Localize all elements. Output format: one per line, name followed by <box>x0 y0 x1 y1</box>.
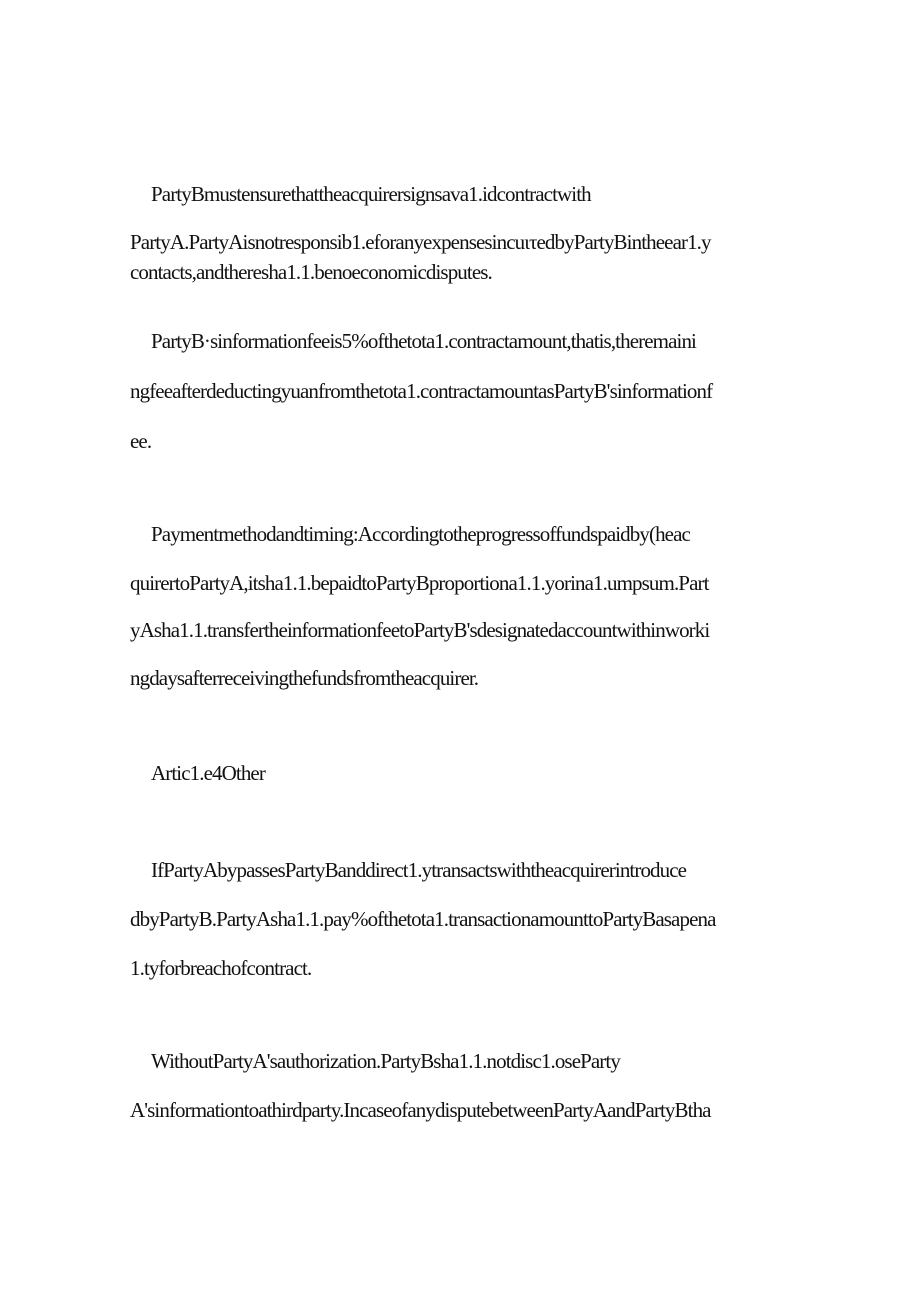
paragraph-4-line-2: dbyPartyB.PartyAsha1.1.pay%ofthetota1.transactionamounttoPartyBasapena <box>130 907 716 931</box>
article-heading: Artic1.e4Other <box>151 761 265 785</box>
paragraph-3-line-2: quirertoPartyA,itsha1.1.bepaidtoPartyBproportiona1.1.yorina1.umpsum.Part <box>130 571 709 595</box>
paragraph-3-line-1: Paymentmethodandtiming:Accordingtotheprogressoffundspaidby(heac <box>151 522 690 546</box>
paragraph-3-line-3: yAsha1.1.transfertheinformationfeetoPartyB'sdesignatedaccountwithinworki <box>130 618 710 642</box>
paragraph-2-line-2: ngfeeafterdeductingyuanfromthetota1.contractamountasPartyB'sinformationf <box>130 379 713 403</box>
paragraph-4-line-3: 1.tyforbreachofcontract. <box>130 956 312 980</box>
paragraph-3-line-4: ngdaysafterreceivingthefundsfromtheacquirer. <box>130 666 479 690</box>
paragraph-2-line-1: PartyB·sinformationfeeis5%ofthetota1.contractamount,thatis,theremaini <box>151 329 696 353</box>
paragraph-2-line-3: ee. <box>130 429 152 453</box>
paragraph-1-line-2: PartyA.PartyAisnotresponsib1.eforanyexpensesincuιτedbyPartyBintheear1.y <box>130 230 711 254</box>
paragraph-4-line-1: IfPartyAbypassesPartyBanddirect1.ytransactswiththeacquirerintroduce <box>151 858 687 882</box>
paragraph-1-line-1: PartyBmustensurethattheacquirersignsava1.idcontractwith <box>151 182 591 206</box>
paragraph-5-line-2: A'sinformationtoathirdparty.IncaseofanydisputebetweenPartyAandPartyBtha <box>130 1098 711 1122</box>
paragraph-5-line-1: WithoutPartyA'sauthorization.PartyBsha1.1.notdisc1.oseParty <box>151 1049 620 1073</box>
paragraph-1-line-3: contacts,andtheresha1.1.benoeconomicdisputes. <box>130 260 492 284</box>
